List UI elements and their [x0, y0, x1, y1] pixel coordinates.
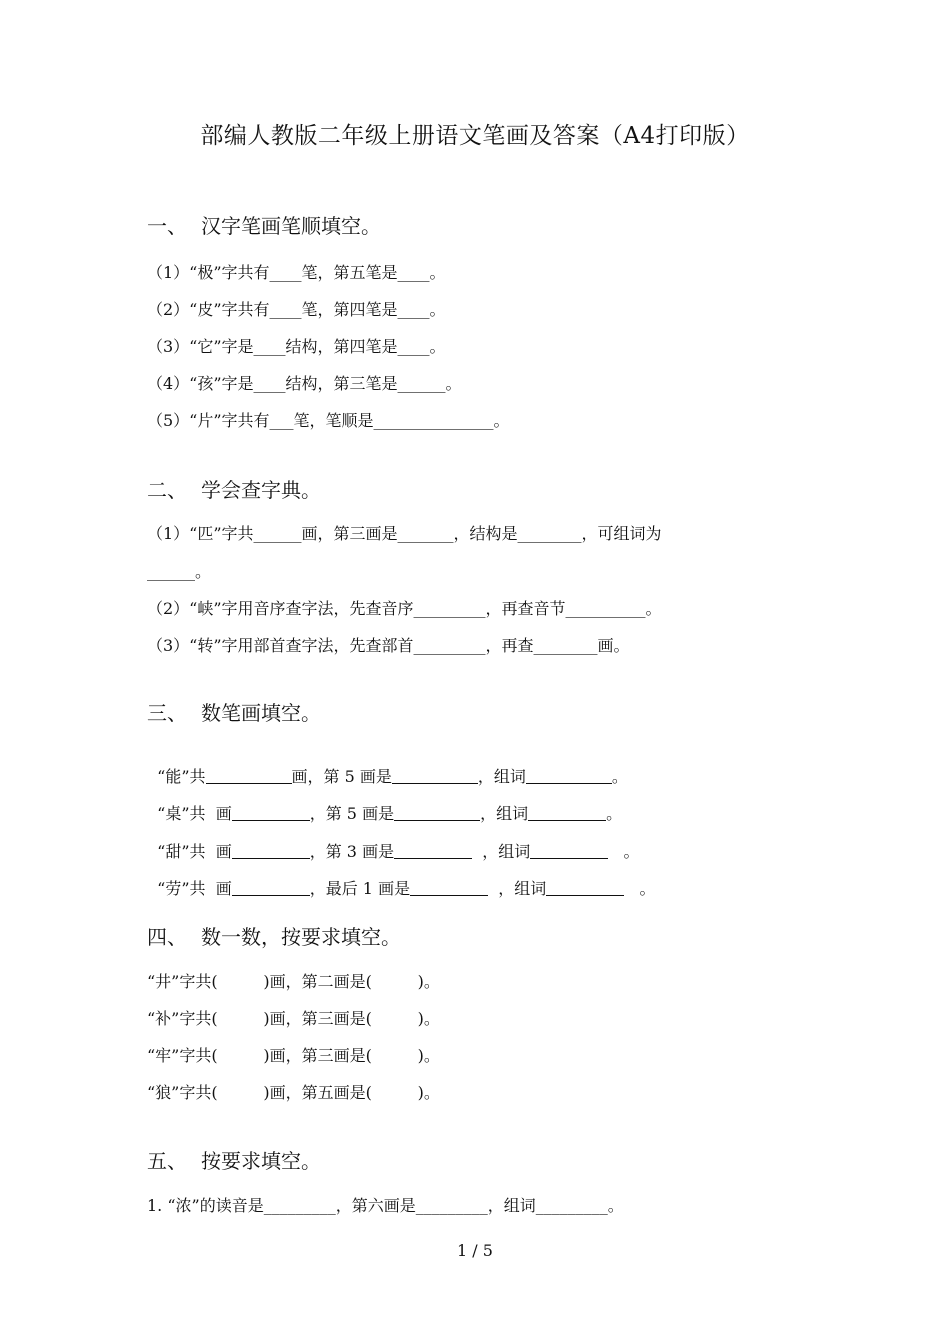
section-3-heading	[147, 697, 321, 726]
row-word-label: ，组词	[472, 842, 531, 861]
row-middle: ，第 3 画是	[309, 842, 395, 861]
question-line: （2）“峡”字用音序查字法，先查音序_________，再查音节__________。	[147, 599, 662, 618]
section-title: 按要求填空。	[201, 1149, 321, 1173]
stroke-count-row	[147, 820, 640, 862]
section-number: 四、	[147, 925, 187, 949]
section-number: 二、	[147, 478, 187, 502]
question-line: ______。	[147, 562, 212, 581]
section-1-heading	[147, 210, 381, 239]
row-prefix: “劳”共 画	[157, 879, 232, 898]
row-end: 。	[606, 804, 623, 823]
row-prefix: “能”共	[157, 767, 206, 786]
row-prefix: “甜”共 画	[157, 842, 232, 861]
question-line: （1）“匹”字共______画，第三画是_______，结构是________，可组词为	[147, 524, 662, 543]
question-line: （1）“极”字共有____笔，第五笔是____。	[147, 263, 446, 282]
blank-line	[232, 804, 310, 821]
section-number: 一、	[147, 214, 187, 238]
document-title: 部编人教版二年级上册语文笔画及答案（A4打印版）	[200, 123, 750, 149]
stroke-count-row	[147, 782, 622, 824]
question-line: （3）“它”字是____结构，第四笔是____。	[147, 337, 446, 356]
blank-line	[410, 879, 488, 896]
section-number: 五、	[147, 1149, 187, 1173]
stroke-count-row	[147, 857, 656, 899]
row-middle: ，最后 1 画是	[309, 879, 411, 898]
blank-line	[546, 879, 624, 896]
page-number: 1 / 5	[457, 1241, 493, 1260]
blank-line	[394, 804, 480, 821]
row-word-label: ，组词	[488, 879, 547, 898]
section-title: 汉字笔画笔顺填空。	[201, 214, 381, 238]
section-4-heading	[147, 921, 401, 950]
question-line: （5）“片”字共有___笔，笔顺是_______________。	[147, 411, 510, 430]
section-2-heading	[147, 474, 321, 503]
section-5-heading	[147, 1145, 321, 1174]
section-number: 三、	[147, 701, 187, 725]
section-title: 学会查字典。	[201, 478, 321, 502]
blank-line	[528, 804, 606, 821]
row-word-label: ，组词	[480, 804, 529, 823]
row-word-label: ，组词	[477, 767, 526, 786]
question-line: “补”字共( )画，第三画是( )。	[147, 1009, 440, 1028]
question-line: （4）“孩”字是____结构，第三笔是______。	[147, 374, 462, 393]
row-middle: 画，第 5 画是	[291, 767, 392, 786]
question-line: “狼”字共( )画，第五画是( )。	[147, 1083, 440, 1102]
row-end: 。	[624, 879, 656, 898]
blank-line	[232, 879, 310, 896]
row-prefix: “桌”共 画	[157, 804, 232, 823]
question-line: （3）“转”字用部首查字法，先查部首_________，再查________画。	[147, 636, 630, 655]
row-end: 。	[611, 767, 628, 786]
question-line: “井”字共( )画，第二画是( )。	[147, 972, 440, 991]
question-line: （2）“皮”字共有____笔，第四笔是____。	[147, 300, 446, 319]
section-title: 数笔画填空。	[201, 701, 321, 725]
row-end: 。	[608, 842, 640, 861]
row-middle: ，第 5 画是	[309, 804, 395, 823]
question-line: 1. “浓”的读音是_________，第六画是_________，组词_________。	[147, 1196, 624, 1215]
section-title: 数一数，按要求填空。	[201, 925, 401, 949]
question-line: “牢”字共( )画，第三画是( )。	[147, 1046, 440, 1065]
stroke-count-row	[147, 745, 628, 787]
